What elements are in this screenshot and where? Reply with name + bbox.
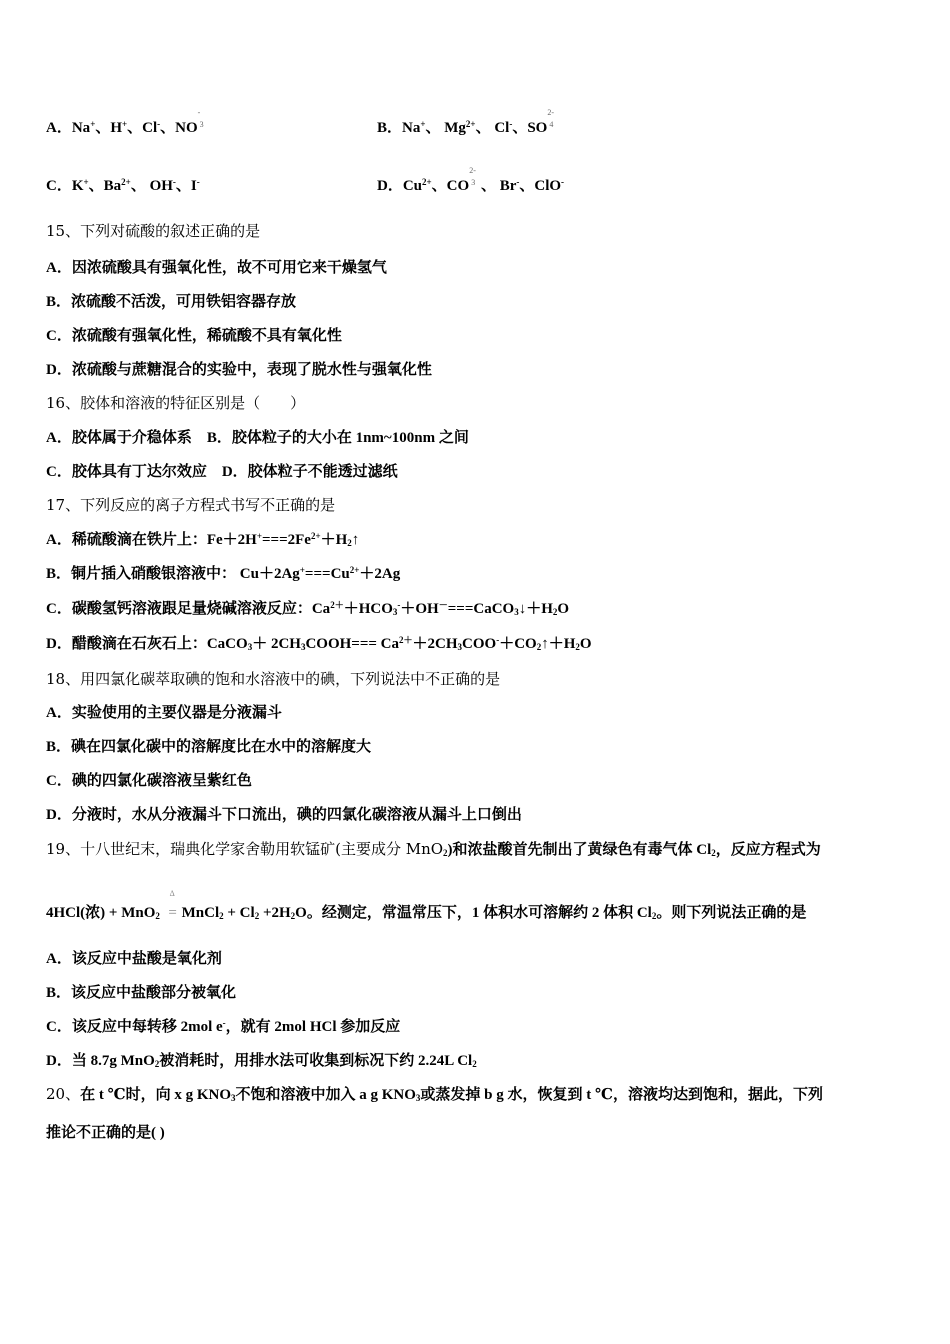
q18-option-a: A．实验使用的主要仪器是分液漏斗 xyxy=(46,705,282,721)
q16-options-ab: A．胶体属于介稳体系 B．胶体粒子的大小在 1nm~100nm 之间 xyxy=(46,430,469,446)
q14-option-c: C．K+、$Ba^{2+}$、 OH-、I- xyxy=(46,177,200,194)
q19-stem-line-1: 19、十八世纪末，瑞典化学家舍勒用软锰矿(主要成分 MnO$_2$)和浓盐酸首先制出了黄绿色有毒气体 $Cl_2$，反应方程式为 xyxy=(46,840,821,858)
q18-option-c: C．碘的四氯化碳溶液呈紫红色 xyxy=(46,773,252,789)
q19-option-b: B．该反应中盐酸部分被氧化 xyxy=(46,985,237,1001)
q19-option-c: C．该反应中每转移 2mol e-，就有 2mol HCl 参加反应 xyxy=(46,1018,401,1035)
q19-stem-line-2: 4HCl(浓) + MnO$_2$ Δ = MnCl$_2$ + $Cl_2 +2H_2O$。经测定，常温常压下，1 体积水可溶解约 2 体积 $Cl_2$。则下列说法正确的是 xyxy=(46,889,807,921)
q17-option-a: A．稀硫酸滴在铁片上：$Fe+2H^+===2Fe^{2+}+H_2↑$ xyxy=(46,531,360,548)
q15-option-c: C．浓硫酸有强氧化性，稀硫酸不具有氧化性 xyxy=(46,328,342,344)
q15-option-d: D．浓硫酸与蔗糖混合的实验中，表现了脱水性与强氧化性 xyxy=(46,362,432,378)
q14-option-b: B．Na+、 $Mg^{2+}$、 Cl-、SO 2- 4 xyxy=(377,108,555,136)
heat-equals-sign: Δ = xyxy=(168,889,177,921)
q17-option-b: B．铜片插入硝酸银溶液中： $Cu+2Ag^+===Cu^{2+}+2Ag$ xyxy=(46,565,401,582)
q16-stem: 16、胶体和溶液的特征区别是（ ） xyxy=(46,394,306,412)
q15-option-a: A．因浓硫酸具有强氧化性，故不可用它来干燥氢气 xyxy=(46,260,387,276)
q17-option-d: D．醋酸滴在石灰石上：CaCO$_3$＋ $2CH_3COOH===$ $Ca^{2+}+2CH_3COO^-+CO_2↑+H_2O$ xyxy=(46,635,592,652)
q14-option-d: D．$Cu^{2+}$、CO 2- 3 、 Br-、ClO- xyxy=(377,166,565,194)
q20-stem-line-1: 20、在 t ℃时，向 x g $KNO_3$不饱和溶液中加入 a g $KNO_3$或蒸发掉 b g 水，恢复到 t ℃，溶液均达到饱和，据此，下列 xyxy=(46,1085,823,1103)
q15-option-b: B．浓硫酸不活泼，可用铁铝容器存放 xyxy=(46,294,297,310)
q14-option-a: A．Na+、H+、Cl-、NO - 3 xyxy=(46,108,204,136)
q17-stem: 17、下列反应的离子方程式书写不正确的是 xyxy=(46,496,336,514)
q19-option-d: D．当 8.7g MnO$_2$被消耗时，用排水法可收集到标况下约 2.24L $Cl_2$ xyxy=(46,1053,477,1069)
q17-option-c: C．碳酸氢钙溶液跟足量烧碱溶液反应：$Ca^{2+}+HCO_3^-+OH^-===CaCO_3↓+H_2O$ xyxy=(46,600,570,617)
q18-option-d: D．分液时，水从分液漏斗下口流出，碘的四氯化碳溶液从漏斗上口倒出 xyxy=(46,807,522,823)
q18-option-b: B．碘在四氯化碳中的溶解度比在水中的溶解度大 xyxy=(46,739,372,755)
q15-stem: 15、下列对硫酸的叙述正确的是 xyxy=(46,222,261,240)
q20-stem-line-2: 推论不正确的是( ) xyxy=(46,1125,165,1141)
q19-option-a: A．该反应中盐酸是氧化剂 xyxy=(46,951,222,967)
q16-options-cd: C．胶体具有丁达尔效应 D．胶体粒子不能透过滤纸 xyxy=(46,464,398,480)
q18-stem: 18、用四氯化碳萃取碘的饱和水溶液中的碘，下列说法中不正确的是 xyxy=(46,670,501,688)
